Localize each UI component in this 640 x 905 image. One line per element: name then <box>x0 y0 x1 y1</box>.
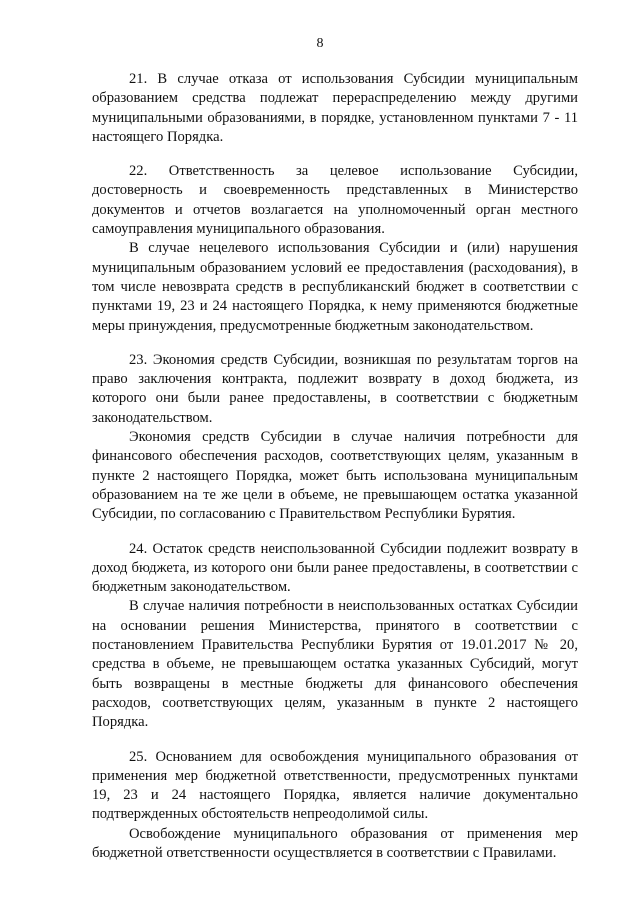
paragraph: В случае нецелевого использования Субсидии и (или) нарушения муниципальным образованием условий ее предоставления (расходования), в том числе невозврата средств в республиканский бюджет в соответствии с пунктами 19, 23 и 24 настоящего Порядка, к нему применяются бюджетные меры принуждения, предусмотренные бюджетным законодательством. <box>92 240 578 334</box>
paragraph: 22. Ответственность за целевое использование Субсидии, достоверность и своевременность представленных в Министерство документов и отчетов возлагается на уполномоченный орган местного самоуправления муниципального образования. <box>92 163 578 238</box>
paragraph: В случае наличия потребности в неиспользованных остатках Субсидии на основании решения Министерства, принятого в соответствии с постановлением Правительства Республики Бурятия от 19.01.2017 № 20, средства в объеме, не превышающем остатка указанных Субсидий, могут быть возвращены в местные бюджеты для финансового обеспечения расходов, соответствующих целям, указанным в пункте 2 настоящего Порядка. <box>92 598 578 731</box>
section-gap <box>92 733 578 748</box>
paragraph: 25. Основанием для освобождения муниципального образования от применения мер бюджетной ответственности, предусмотренных пунктами 19, 23 и 24 настоящего Порядка, является наличие документально подтвержденных обстоятельств непреодолимой силы. <box>92 748 578 823</box>
section-22 <box>92 162 578 336</box>
section-25 <box>92 748 578 864</box>
section-gap <box>92 525 578 540</box>
page-number: 8 <box>316 36 324 51</box>
paragraph: Экономия средств Субсидии в случае наличия потребности для финансового обеспечения расходов, соответствующих целям, указанным в пункте 2 настоящего Порядка, может быть использована муниципальным образованием на те же цели в объеме, не превышающем остатка указанной Субсидии, по согласованию с Правительством Республики Бурятия. <box>92 429 578 523</box>
paragraph: 21. В случае отказа от использования Субсидии муниципальным образованием средства подлежат перераспределению между другими муниципальными образованиями, в порядке, установленном пунктами 7 - 11 настоящего Порядка. <box>92 71 578 145</box>
paragraph: Освобождение муниципального образования от применения мер бюджетной ответственности осуществляется в соответствии с Правилами. <box>92 825 578 861</box>
document-body <box>92 70 578 863</box>
section-23 <box>92 351 578 525</box>
section-gap <box>92 336 578 351</box>
paragraph: 24. Остаток средств неиспользованной Субсидии подлежит возврату в доход бюджета, из которого они были ранее предоставлены, в соответствии с бюджетным законодательством. <box>92 540 578 596</box>
section-24 <box>92 540 578 733</box>
section-21 <box>92 70 578 147</box>
paragraph: 23. Экономия средств Субсидии, возникшая по результатам торгов на право заключения контракта, подлежит возврату в доход бюджета, из которого они были ранее предоставлены, в соответствии с бюджетным законодательством. <box>92 351 578 426</box>
section-gap <box>92 147 578 162</box>
